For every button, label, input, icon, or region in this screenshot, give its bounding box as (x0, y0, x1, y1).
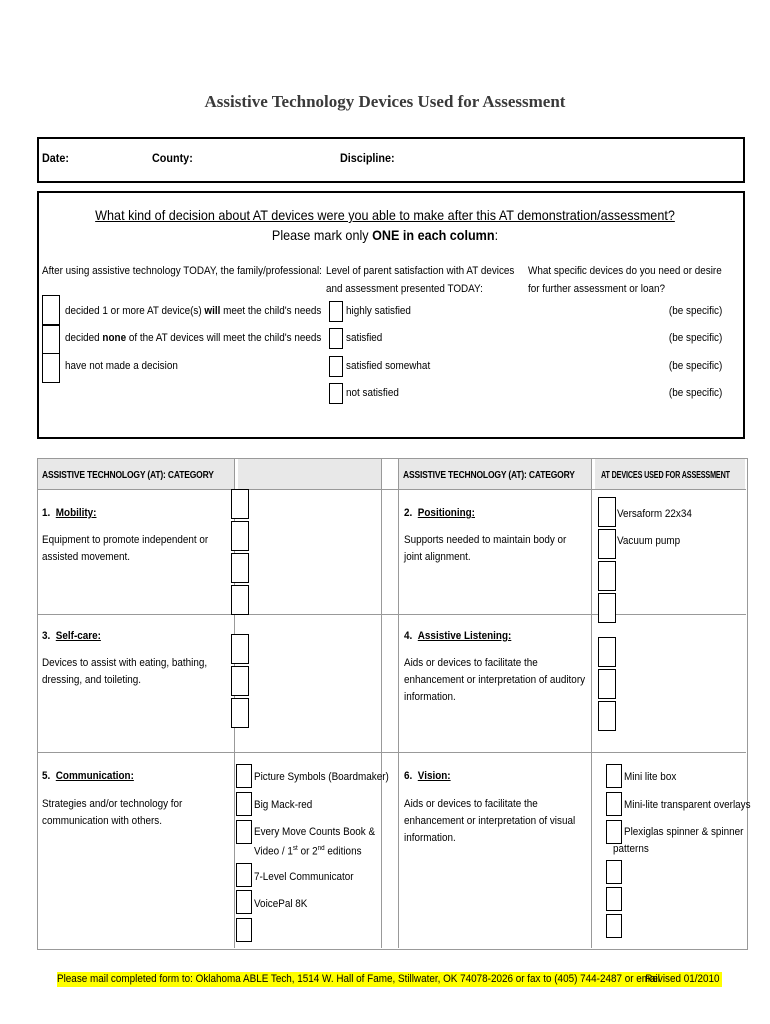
col2-header-2: and assessment presented TODAY: (326, 283, 483, 295)
communication-device-checkbox[interactable] (236, 890, 252, 914)
right-category-header: ASSISTIVE TECHNOLOGY (AT): CATEGORY (403, 470, 575, 481)
footer-text: Please mail completed form to: Oklahoma ABLE Tech, 1514 W. Hall of Fame, Stillwater, OK 74078-2026 or fax to (405) 744-2487 or email (57, 973, 660, 985)
vision-device-label: Mini lite box (624, 771, 677, 783)
footer-mail-note (57, 972, 722, 987)
mobility-device-checkbox[interactable] (231, 489, 249, 519)
discipline-label: Discipline: (340, 151, 395, 165)
mobility-device-checkbox[interactable] (231, 521, 249, 551)
communication-device-label: Picture Symbols (Boardmaker) (254, 771, 389, 783)
vision-device-checkbox[interactable] (606, 914, 622, 938)
satisfaction-option: satisfied (346, 332, 383, 344)
category-positioning-title: 2. Positioning: (404, 507, 475, 519)
satisfaction-option: highly satisfied (346, 305, 411, 317)
selfcare-device-checkbox[interactable] (231, 666, 249, 696)
satisfaction-checkbox-not[interactable] (329, 383, 343, 404)
communication-device-label: VoicePal 8K (254, 898, 308, 910)
listening-device-checkbox[interactable] (598, 669, 616, 699)
decision-checkbox-none[interactable] (42, 325, 60, 355)
positioning-device-label: Versaform 22x34 (617, 508, 692, 520)
satisfaction-checkbox-somewhat[interactable] (329, 356, 343, 377)
category-vision-title: 6. Vision: (404, 770, 451, 782)
communication-device-checkbox[interactable] (236, 820, 252, 844)
communication-device-label: Video / 1st or 2nd editions (254, 845, 362, 858)
communication-device-label: Big Mack-red (254, 799, 313, 811)
revised-date: Revised 01/2010 (645, 973, 720, 985)
date-label: Date: (42, 151, 70, 165)
category-vision-desc: Aids or devices to facilitate the enhancement or interpretation of visual information. (404, 798, 576, 844)
communication-device-checkbox[interactable] (236, 918, 252, 942)
grid-divider (38, 614, 746, 615)
positioning-device-checkbox[interactable] (598, 497, 616, 527)
communication-device-checkbox[interactable] (236, 792, 252, 816)
satisfaction-checkbox-highly[interactable] (329, 301, 343, 322)
communication-device-checkbox[interactable] (236, 863, 252, 887)
left-devices-header-cell (238, 459, 381, 489)
left-category-header: ASSISTIVE TECHNOLOGY (AT): CATEGORY (42, 470, 214, 481)
vision-device-checkbox[interactable] (606, 764, 622, 788)
decision-option-undecided: have not made a decision (65, 360, 178, 372)
decision-option-will: decided 1 or more AT device(s) will meet the child's needs (65, 305, 322, 317)
positioning-device-checkbox[interactable] (598, 561, 616, 591)
grid-divider (591, 459, 592, 948)
devices-header: AT DEVICES USED FOR ASSESSMENT (601, 470, 730, 481)
grid-divider (381, 459, 382, 948)
vision-device-label: patterns (613, 843, 649, 855)
be-specific-note: (be specific) (668, 305, 722, 317)
category-communication-title: 5. Communication: (42, 770, 134, 782)
be-specific-note: (be specific) (668, 332, 722, 344)
be-specific-note: (be specific) (668, 360, 722, 372)
decision-checkbox-undecided[interactable] (42, 353, 60, 383)
listening-device-checkbox[interactable] (598, 637, 616, 667)
communication-device-checkbox[interactable] (236, 764, 252, 788)
category-listening-title: 4. Assistive Listening: (404, 630, 512, 642)
listening-device-checkbox[interactable] (598, 701, 616, 731)
communication-device-label: 7-Level Communicator (254, 871, 354, 883)
be-specific-note: (be specific) (668, 387, 722, 399)
positioning-device-label: Vacuum pump (617, 535, 681, 547)
category-selfcare-desc: Devices to assist with eating, bathing, dressing, and toileting. (42, 657, 208, 686)
decision-instruction: Please mark only ONE in each column: (271, 227, 499, 243)
satisfaction-option: not satisfied (346, 387, 399, 399)
county-label: County: (152, 151, 193, 165)
vision-device-label: Plexiglas spinner & spinner (624, 826, 744, 838)
category-communication-desc: Strategies and/or technology for communication with others. (42, 798, 183, 827)
col3-header-2: for further assessment or loan? (528, 283, 666, 295)
category-mobility-desc: Equipment to promote independent or assisted movement. (42, 534, 209, 563)
vision-device-checkbox[interactable] (606, 887, 622, 911)
decision-checkbox-will[interactable] (42, 295, 60, 325)
vision-device-label: Mini-lite transparent overlays (624, 799, 751, 811)
category-mobility-title: 1. Mobility: (42, 507, 97, 519)
grid-divider (38, 752, 746, 753)
positioning-device-checkbox[interactable] (598, 529, 616, 559)
selfcare-device-checkbox[interactable] (231, 698, 249, 728)
category-selfcare-title: 3. Self-care: (42, 630, 101, 642)
category-positioning-desc: Supports needed to maintain body or joint alignment. (404, 534, 567, 563)
grid-divider (398, 459, 399, 948)
positioning-device-checkbox[interactable] (598, 593, 616, 623)
vision-device-checkbox[interactable] (606, 792, 622, 816)
col3-header-1: What specific devices do you need or desire (528, 265, 722, 277)
col1-header: After using assistive technology TODAY, the family/professional: (42, 265, 322, 277)
selfcare-device-checkbox[interactable] (231, 634, 249, 664)
decision-option-none: decided none of the AT devices will meet the child's needs (65, 332, 322, 344)
grid-divider (38, 489, 746, 490)
communication-device-label: Every Move Counts Book & (254, 826, 376, 838)
category-listening-desc: Aids or devices to facilitate the enhancement or interpretation of auditory information. (404, 657, 586, 703)
mobility-device-checkbox[interactable] (231, 553, 249, 583)
mobility-device-checkbox[interactable] (231, 585, 249, 615)
form-title: Assistive Technology Devices Used for Assessment (204, 92, 566, 111)
satisfaction-checkbox-satisfied[interactable] (329, 328, 343, 349)
col2-header-1: Level of parent satisfaction with AT devices (326, 265, 515, 277)
vision-device-checkbox[interactable] (606, 860, 622, 884)
satisfaction-option: satisfied somewhat (346, 360, 431, 372)
decision-question: What kind of decision about AT devices were you able to make after this AT demonstration/assessment? (95, 207, 675, 223)
